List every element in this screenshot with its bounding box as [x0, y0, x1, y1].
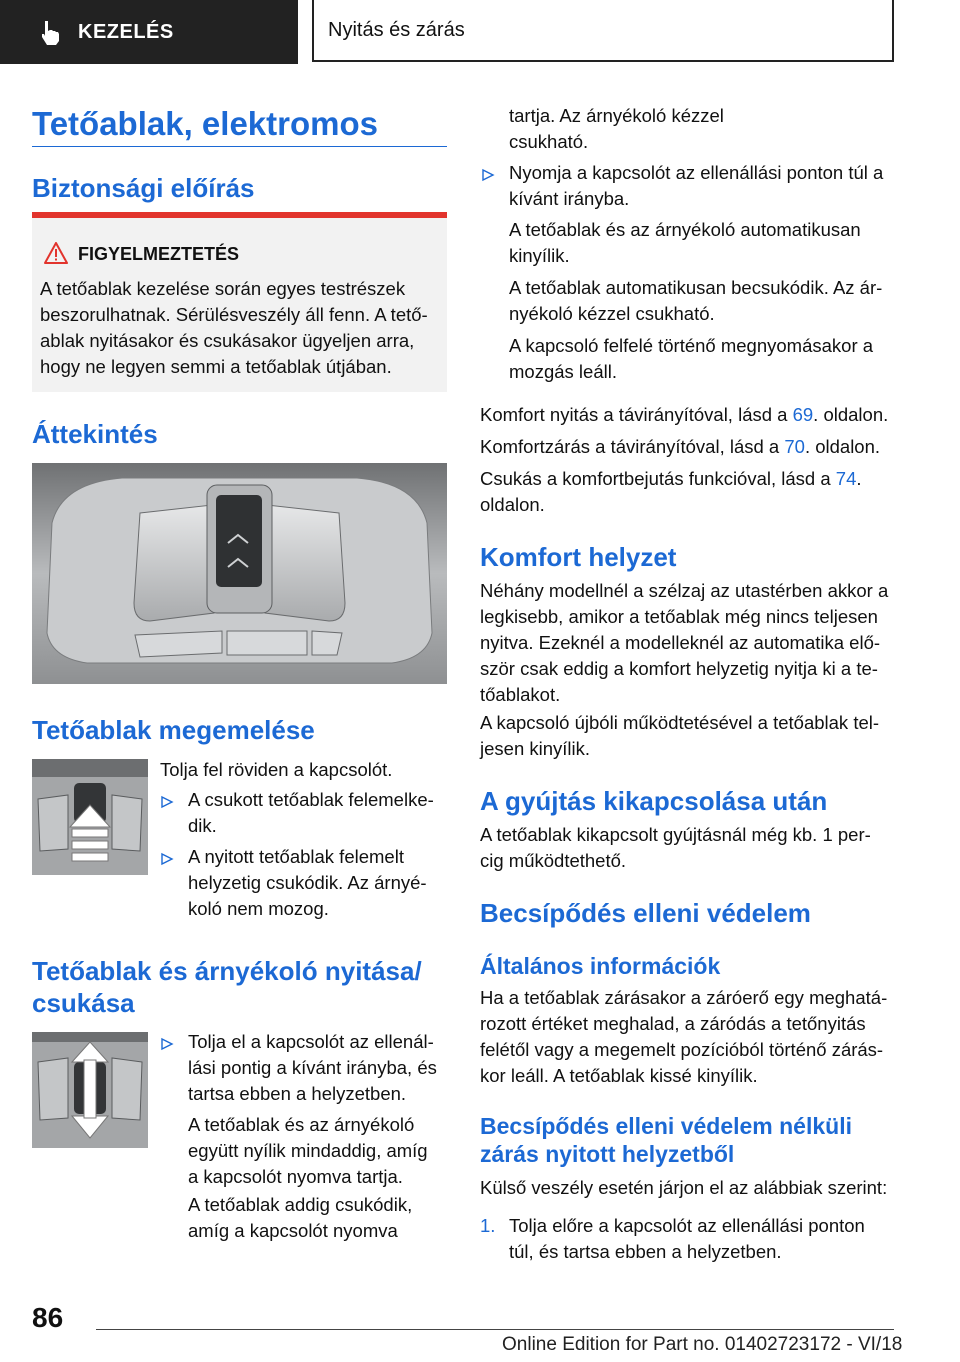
reference-comfort-access: [480, 466, 862, 518]
page-link-74[interactable]: 74: [835, 468, 857, 489]
page-header: [0, 0, 960, 66]
overview-heading: Áttekintés: [32, 419, 158, 449]
open-close-heading: [32, 955, 452, 1019]
step-1-text: [509, 1213, 865, 1265]
text-line: tőablakot.: [480, 684, 561, 705]
reference-comfort-open: [480, 402, 888, 428]
ignition-heading: A gyújtás kikapcsolása után: [480, 786, 828, 816]
sub-line: A tetőablak és az árnyékoló: [188, 1114, 415, 1135]
open-close-switch-image: [32, 1032, 148, 1148]
roof-switch-overview-image: [32, 463, 447, 684]
ref-text: Komfortzárás a távirányítóval, lásd a: [480, 436, 785, 457]
page-number: 86: [32, 1302, 64, 1333]
section-tab-active[interactable]: [0, 0, 298, 64]
comfort-paragraph-2: [480, 710, 879, 762]
text-line: nyitva. Ezeknél a modelleknél az automatika elő-: [480, 632, 881, 653]
open-close-item: [188, 1029, 437, 1107]
text-line: Néhány modellnél a szélzaj az utastérben akkor a: [480, 580, 889, 601]
switch-panel-illustration: [32, 463, 447, 684]
text-line: csukható.: [509, 131, 589, 152]
warning-title: FIGYELMEZTETÉS: [78, 244, 240, 264]
sub-line: A tetőablak addig csukódik,: [188, 1194, 413, 1215]
sub-line: A tetőablak automatikusan becsukódik. Az ár-: [509, 277, 883, 298]
open-close-switch-illustration: [32, 1032, 148, 1148]
raise-item-line: A nyitott tetőablak felemelt: [188, 846, 404, 867]
open-close-sub-1: [188, 1112, 428, 1190]
footer-rule: [96, 1329, 894, 1330]
list-bullet-icon: [481, 168, 495, 182]
page-title: Tetőablak, elektromos: [32, 105, 379, 142]
raise-item-line: dik.: [188, 815, 217, 836]
warning-line: ablak nyitásakor és csukásakor ügyeljen arra,: [40, 330, 415, 351]
text-line: kor leáll. A tetőablak kissé kinyílik.: [480, 1065, 758, 1086]
comfort-paragraph-1: [480, 578, 888, 708]
list-bullet-icon: [160, 795, 174, 809]
chapter-tab[interactable]: [312, 0, 894, 62]
open-close-sub-2: [188, 1192, 412, 1244]
text-line: Tolja előre a kapcsolót az ellenállási ponton: [509, 1215, 865, 1236]
warning-line: hogy ne legyen semmi a tetőablak útjában.: [40, 356, 392, 377]
heading-line: zárás nyitott helyzetből: [480, 1141, 735, 1167]
ref-text: . oldalon.: [804, 436, 881, 457]
safety-heading: Biztonsági előírás: [32, 173, 255, 203]
general-info-paragraph: [480, 985, 887, 1089]
sub-line: kinyílik.: [509, 245, 570, 266]
raise-heading: Tetőablak megemelése: [32, 715, 315, 745]
push-sub-2: [509, 275, 882, 327]
heading-line: Tetőablak és árnyékoló nyitása/: [32, 956, 422, 986]
sub-line: amíg a kapcsolót nyomva: [188, 1220, 398, 1241]
no-pinch-heading: [480, 1112, 852, 1168]
text-line: felétől vagy a megemelt pozícióból történő zárás-: [480, 1039, 884, 1060]
heading-line: csukása: [32, 988, 135, 1018]
ignition-paragraph: [480, 822, 871, 874]
text-line: tartja. Az árnyékoló kézzel: [509, 105, 724, 126]
ref-text: Csukás a komfortbejutás funkcióval, lásd a: [480, 468, 836, 489]
sub-line: mozgás leáll.: [509, 361, 617, 382]
raise-item-line: helyzetig csukódik. Az árnyé-: [188, 872, 427, 893]
text-line: rozott értéket meghalad, a záródás a tetőnyitás: [480, 1013, 866, 1034]
sub-line: a kapcsolót nyomva tartja.: [188, 1166, 403, 1187]
raise-item-line: koló nem mozog.: [188, 898, 329, 919]
edition-text: Online Edition for Part no. 01402723172 - VI/18: [502, 1334, 903, 1355]
push-sub-3: [509, 333, 873, 385]
warning-box: [32, 212, 447, 392]
raise-item-2: [188, 844, 427, 922]
ref-text: oldalon.: [480, 494, 545, 515]
text-line: cig működtethető.: [480, 850, 627, 871]
item-line: tartsa ebben a helyzetben.: [188, 1083, 407, 1104]
sub-line: együtt nyílik mindaddig, amíg: [188, 1140, 428, 1161]
text-line: ször csak eddig a komfort helyzetig nyitja ki a te-: [480, 658, 878, 679]
text-line: jesen kinyílik.: [480, 738, 591, 759]
text-line: túl, és tartsa ebben a helyzetben.: [509, 1241, 782, 1262]
text-line: A kapcsoló újbóli működtetésével a tetőablak tel-: [480, 712, 880, 733]
hand-pointer-icon: [36, 17, 66, 47]
sub-line: A tetőablak és az árnyékoló automatikusan: [509, 219, 861, 240]
raise-item-line: A csukott tetőablak felemelke-: [188, 789, 434, 810]
item-line: Tolja el a kapcsolót az ellenál-: [188, 1031, 434, 1052]
list-bullet-icon: [160, 852, 174, 866]
comfort-heading: Komfort helyzet: [480, 542, 677, 572]
text-line: legkisebb, amikor a tetőablak még nincs teljesen: [480, 606, 878, 627]
ref-text: Komfort nyitás a távirányítóval, lásd a: [480, 404, 793, 425]
ref-text: .: [856, 468, 862, 489]
raise-switch-image: [32, 759, 148, 875]
raise-switch-illustration: [32, 759, 148, 875]
warning-text: [40, 276, 440, 380]
page-link-69[interactable]: 69: [792, 404, 814, 425]
raise-intro: Tolja fel röviden a kapcsolót.: [160, 759, 393, 780]
general-info-heading: Általános információk: [480, 953, 721, 979]
raise-item-1: [188, 787, 434, 839]
chapter-tab-label: Nyitás és zárás: [328, 18, 465, 41]
no-pinch-intro: Külső veszély esetén járjon el az alábbiak szerint:: [480, 1177, 888, 1198]
text-line: Ha a tetőablak zárásakor a záróerő egy meghatá-: [480, 987, 888, 1008]
warning-triangle-icon: [44, 242, 68, 264]
item-line: lási pontig a kívánt irányba, és: [188, 1057, 437, 1078]
page-link-70[interactable]: 70: [784, 436, 805, 457]
list-bullet-icon: [160, 1037, 174, 1051]
push-item: [509, 160, 883, 212]
step-number: 1.: [480, 1215, 496, 1236]
reference-comfort-close: [480, 434, 880, 460]
title-rule: [32, 146, 447, 147]
item-line: Nyomja a kapcsolót az ellenállási ponton túl a: [509, 162, 884, 183]
sub-line: nyékoló kézzel csukható.: [509, 303, 715, 324]
warning-line: beszorulhatnak. Sérülésveszély áll fenn. A tető-: [40, 304, 428, 325]
continuation-text: [509, 103, 724, 155]
text-line: A tetőablak kikapcsolt gyújtásnál még kb. 1 per-: [480, 824, 871, 845]
item-line: kívánt irányba.: [509, 188, 630, 209]
ref-text: . oldalon.: [813, 404, 889, 425]
section-tab-label: KEZELÉS: [78, 20, 174, 43]
sub-line: A kapcsoló felfelé történő megnyomásakor a: [509, 335, 874, 356]
heading-line: Becsípődés elleni védelem nélküli: [480, 1113, 852, 1139]
warning-line: A tetőablak kezelése során egyes testrészek: [40, 278, 406, 299]
push-sub-1: [509, 217, 861, 269]
pinch-heading: Becsípődés elleni védelem: [480, 898, 811, 928]
